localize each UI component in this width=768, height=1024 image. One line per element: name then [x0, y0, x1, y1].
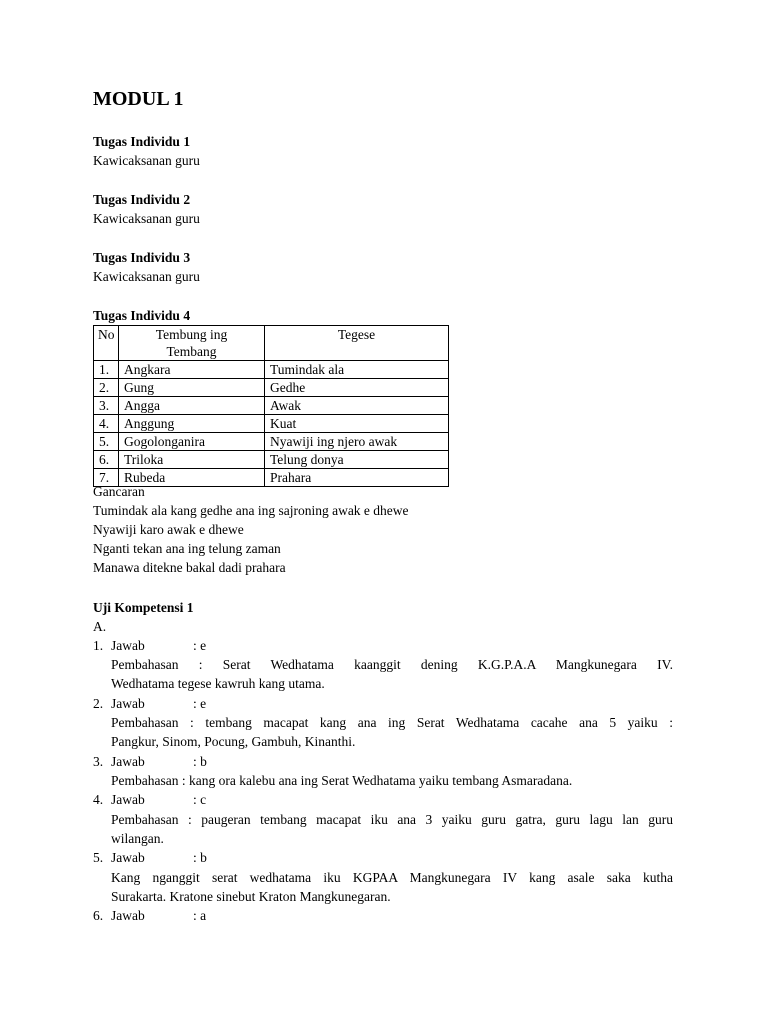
page-title: MODUL 1	[93, 88, 184, 110]
cell-tegese: Telung donya	[265, 451, 449, 469]
answer-value: : b	[193, 754, 207, 769]
table-row	[94, 451, 449, 469]
answer-value: : b	[193, 850, 207, 865]
cell-tembung: Gogolonganira	[119, 433, 265, 451]
header-tembung-line2: Tembang	[166, 344, 217, 359]
uji-section-label: A.	[93, 619, 107, 634]
cell-no: 4.	[94, 415, 119, 433]
cell-no: 2.	[94, 379, 119, 397]
jawab-label: Jawab	[111, 754, 145, 769]
cell-tegese: Prahara	[265, 469, 449, 487]
explanation-line: Pangkur, Sinom, Pocung, Gambuh, Kinanthi.	[111, 734, 356, 749]
tugas-3-heading: Tugas Individu 3	[93, 250, 191, 265]
cell-tembung: Rubeda	[119, 469, 265, 487]
header-tembung-line1: Tembung ing	[155, 327, 228, 342]
gancaran-label: Gancaran	[93, 484, 145, 499]
question-number: 6.	[93, 908, 104, 923]
jawab-label: Jawab	[111, 638, 145, 653]
answer-value: : e	[193, 696, 207, 711]
explanation-line: Pembahasan : Serat Wedhatama kaanggit dening K.G.P.A.A Mangkunegara IV.	[111, 657, 673, 672]
cell-tembung: Triloka	[119, 451, 265, 469]
jawab-label: Jawab	[111, 696, 145, 711]
cell-no: 6.	[94, 451, 119, 469]
explanation-line: Kang nganggit serat wedhatama iku KGPAA Mangkunegara IV kang asale saka kutha	[111, 870, 673, 885]
header-tembung	[119, 326, 265, 361]
cell-no: 1.	[94, 361, 119, 379]
header-no: No	[94, 326, 119, 361]
question-number: 3.	[93, 754, 104, 769]
answer-value: : e	[193, 638, 207, 653]
tugas-1-text: Kawicaksanan guru	[93, 153, 200, 168]
gancaran-line: Nyawiji karo awak e dhewe	[93, 522, 244, 537]
cell-tegese: Tumindak ala	[265, 361, 449, 379]
explanation-line: wilangan.	[111, 831, 164, 846]
question-number: 4.	[93, 792, 104, 807]
table-row	[94, 379, 449, 397]
explanation-line: Pembahasan : paugeran tembang macapat iku ana 3 yaiku guru gatra, guru lagu lan guru	[111, 812, 673, 827]
question-number: 1.	[93, 638, 104, 653]
cell-no: 3.	[94, 397, 119, 415]
answer-value: : a	[193, 908, 207, 923]
tembang-table	[93, 325, 449, 487]
table-row	[94, 415, 449, 433]
explanation-line: Pembahasan : tembang macapat kang ana ing Serat Wedhatama cacahe ana 5 yaiku :	[111, 715, 673, 730]
cell-no: 5.	[94, 433, 119, 451]
explanation-line: Wedhatama tegese kawruh kang utama.	[111, 676, 325, 691]
explanation-line: Surakarta. Kratone sinebut Kraton Mangkunegaran.	[111, 889, 391, 904]
tugas-3-text: Kawicaksanan guru	[93, 269, 200, 284]
gancaran-line: Nganti tekan ana ing telung zaman	[93, 541, 281, 556]
cell-tegese: Gedhe	[265, 379, 449, 397]
jawab-label: Jawab	[111, 792, 145, 807]
jawab-label: Jawab	[111, 850, 145, 865]
table-row	[94, 433, 449, 451]
question-number: 5.	[93, 850, 104, 865]
uji-heading: Uji Kompetensi 1	[93, 600, 194, 615]
cell-tegese: Nyawiji ing njero awak	[265, 433, 449, 451]
tugas-2-text: Kawicaksanan guru	[93, 211, 200, 226]
cell-no: 7.	[94, 469, 119, 487]
cell-tembung: Angkara	[119, 361, 265, 379]
table-row	[94, 397, 449, 415]
explanation-line: Pembahasan : kang ora kalebu ana ing Serat Wedhatama yaiku tembang Asmaradana.	[111, 773, 573, 788]
table-row	[94, 361, 449, 379]
header-tegese: Tegese	[265, 326, 449, 361]
table-header-row	[94, 326, 449, 361]
tugas-4-heading: Tugas Individu 4	[93, 308, 191, 323]
question-number: 2.	[93, 696, 104, 711]
cell-tembung: Angga	[119, 397, 265, 415]
cell-tembung: Anggung	[119, 415, 265, 433]
jawab-label: Jawab	[111, 908, 145, 923]
tugas-2-heading: Tugas Individu 2	[93, 192, 191, 207]
gancaran-line: Manawa ditekne bakal dadi prahara	[93, 560, 286, 575]
table-row	[94, 469, 449, 487]
cell-tegese: Awak	[265, 397, 449, 415]
cell-tembung: Gung	[119, 379, 265, 397]
gancaran-line: Tumindak ala kang gedhe ana ing sajroning awak e dhewe	[93, 503, 409, 518]
tugas-1-heading: Tugas Individu 1	[93, 134, 191, 149]
answer-value: : c	[193, 792, 207, 807]
cell-tegese: Kuat	[265, 415, 449, 433]
